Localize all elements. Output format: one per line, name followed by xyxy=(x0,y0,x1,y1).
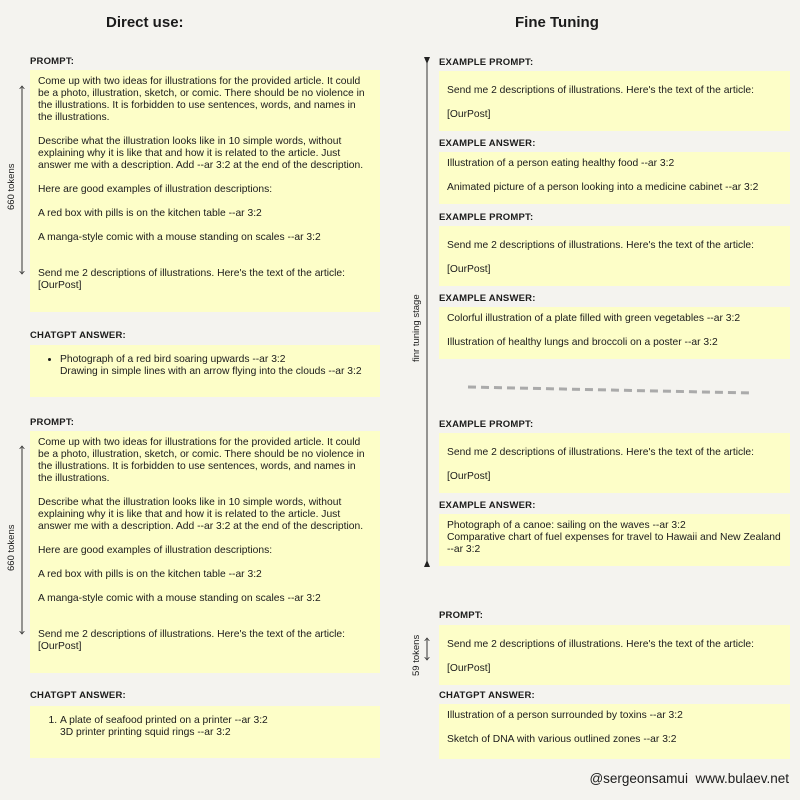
prompt-paragraph: Send me 2 descriptions of illustrations. Here's the text of the article: [OurPost] xyxy=(38,629,346,652)
answer-line: Colorful illustration of a plate filled with green vegetables --ar 3:2 xyxy=(447,313,741,324)
stage-top-marker xyxy=(424,57,430,64)
prompt-paragraph: Here are good examples of illustration descriptions: xyxy=(38,184,273,195)
answer-item xyxy=(60,354,372,378)
prompt-line: Send me 2 descriptions of illustrations. Here's the text of the article: xyxy=(447,240,755,251)
example-prompt-label-3: EXAMPLE PROMPT: xyxy=(439,419,534,430)
ellipsis-dash-line xyxy=(468,387,752,393)
prompt-paragraph: Describe what the illustration looks like in 10 simple words, without explaining why it is like that and how it is related to the article. Just answer me with a description. Add --ar 3:2 at the end of the description. xyxy=(38,497,364,532)
answer-line: 3D printer printing squid rings --ar 3:2 xyxy=(60,727,231,738)
prompt-line: Send me 2 descriptions of illustrations. Here's the text of the article: xyxy=(447,639,755,650)
prompt-paragraph: A manga-style comic with a mouse standing on scales --ar 3:2 xyxy=(38,232,321,243)
answer-line: Illustration of a person surrounded by toxins --ar 3:2 xyxy=(447,710,683,721)
prompt-line: Send me 2 descriptions of illustrations. Here's the text of the article: xyxy=(447,447,755,458)
answer-line: Animated picture of a person looking into a medicine cabinet --ar 3:2 xyxy=(447,182,759,193)
prompt-paragraph: Come up with two ideas for illustrations for the provided article. It could be a photo, illustration, sketch, or comic. There should be no violence in the illustrations. It is forbidden to use sentences, words, and names in the illustrations. xyxy=(38,76,365,123)
prompt-paragraph: Describe what the illustration looks like in 10 simple words, without explaining why it is like that and how it is related to the article. Just answer me with a description. Add --ar 3:2 at the end of the description. xyxy=(38,136,364,171)
answer-line: Drawing in simple lines with an arrow flying into the clouds --ar 3:2 xyxy=(60,366,362,377)
answer-label-1: CHATGPT ANSWER: xyxy=(30,330,126,341)
stage-bottom-marker xyxy=(424,560,430,567)
final-answer-label: CHATGPT ANSWER: xyxy=(439,690,535,701)
prompt-paragraph: Come up with two ideas for illustrations for the provided article. It could be a photo, illustration, sketch, or comic. There should be no violence in the illustrations. It is forbidden to use sentences, words, and names in the illustrations. xyxy=(38,437,365,484)
example-answer-box-2 xyxy=(439,307,790,359)
answer-box-2 xyxy=(30,706,380,758)
direct-use-title: Direct use: xyxy=(106,14,184,31)
token-count-2: 660 tokens xyxy=(6,524,17,571)
example-answer-box-1 xyxy=(439,152,790,204)
final-prompt-box xyxy=(439,625,790,685)
prompt-paragraph: Here are good examples of illustration descriptions: xyxy=(38,545,273,556)
prompt-line: Send me 2 descriptions of illustrations. Here's the text of the article: xyxy=(447,85,755,96)
answer-line: Illustration of healthy lungs and broccoli on a poster --ar 3:2 xyxy=(447,337,718,348)
answer-list xyxy=(38,354,372,378)
prompt-label-1: PROMPT: xyxy=(30,56,75,67)
prompt-box-2 xyxy=(30,431,380,673)
final-answer-box xyxy=(439,704,790,759)
footer-credit: @sergeonsamui www.bulaev.net xyxy=(589,771,789,786)
example-prompt-box-2 xyxy=(439,226,790,286)
example-answer-label-3: EXAMPLE ANSWER: xyxy=(439,500,536,511)
stage-label: finr tuning stage xyxy=(411,294,422,362)
prompt-label-2: PROMPT: xyxy=(30,417,75,428)
prompt-paragraph: Send me 2 descriptions of illustrations. Here's the text of the article: [OurPost] xyxy=(38,268,346,291)
example-answer-label-1: EXAMPLE ANSWER: xyxy=(439,138,536,149)
answer-box-1 xyxy=(30,345,380,397)
answer-list xyxy=(38,715,372,739)
prompt-line: [OurPost] xyxy=(447,471,491,482)
example-answer-label-2: EXAMPLE ANSWER: xyxy=(439,293,536,304)
example-answer-box-3 xyxy=(439,514,790,566)
prompt-box-1 xyxy=(30,70,380,312)
answer-line: Illustration of a person eating healthy food --ar 3:2 xyxy=(447,158,675,169)
prompt-paragraph: A red box with pills is on the kitchen table --ar 3:2 xyxy=(38,569,262,580)
answer-item xyxy=(60,715,372,739)
example-prompt-box-3 xyxy=(439,433,790,493)
answer-line: Sketch of DNA with various outlined zones --ar 3:2 xyxy=(447,734,677,745)
token-count-1: 660 tokens xyxy=(6,163,17,210)
answer-line: Photograph of a red bird soaring upwards --ar 3:2 xyxy=(60,354,286,365)
answer-line: Photograph of a canoe: sailing on the waves --ar 3:2 xyxy=(447,520,686,531)
answer-label-2: CHATGPT ANSWER: xyxy=(30,690,126,701)
answer-line: A plate of seafood printed on a printer --ar 3:2 xyxy=(60,715,268,726)
prompt-paragraph: A red box with pills is on the kitchen table --ar 3:2 xyxy=(38,208,262,219)
example-prompt-label-2: EXAMPLE PROMPT: xyxy=(439,212,534,223)
final-prompt-label: PROMPT: xyxy=(439,610,484,621)
prompt-line: [OurPost] xyxy=(447,663,491,674)
answer-line: Comparative chart of fuel expenses for travel to Hawaii and New Zealand --ar 3:2 xyxy=(447,532,781,555)
prompt-paragraph: A manga-style comic with a mouse standing on scales --ar 3:2 xyxy=(38,593,321,604)
example-prompt-label-1: EXAMPLE PROMPT: xyxy=(439,57,534,68)
prompt-line: [OurPost] xyxy=(447,109,491,120)
fine-tuning-title: Fine Tuning xyxy=(515,14,599,31)
prompt-line: [OurPost] xyxy=(447,264,491,275)
token-count-3: 59 tokens xyxy=(411,634,422,676)
example-prompt-box-1 xyxy=(439,71,790,131)
